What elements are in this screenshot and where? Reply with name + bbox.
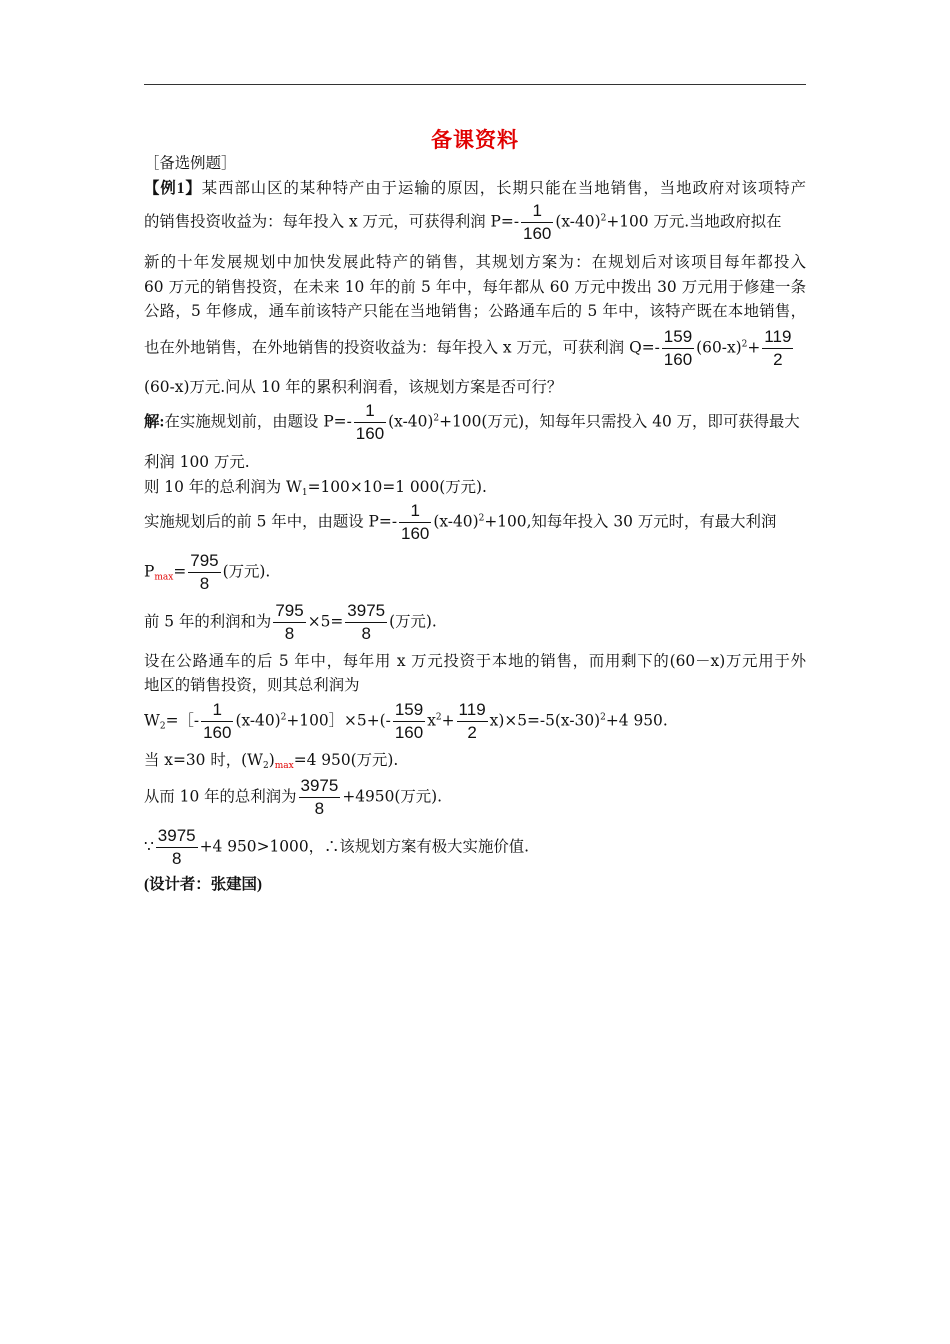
solution-line-1: 解:在实施规划前，由题设 P=- $\frac{1}{160}$ $(x-40)^2+100$(万元)，知每年只需投入 40 万，即可获得最大 bbox=[144, 401, 800, 443]
example-line-6: 也在外地销售，在外地销售的投资收益为：每年投入 x 万元，可获利润 Q=- $\frac{159}{160}$ $(60-x)^2+$ $\frac{119}{2}$ bbox=[144, 327, 792, 369]
fraction: $\frac{159}{160}$ bbox=[394, 700, 424, 742]
fraction: $\frac{1}{160}$ bbox=[401, 501, 430, 543]
example-line-1: 【例1】某西部山区的某种特产由于运输的原因，长期只能在当地销售，当地政府对该项特产 bbox=[144, 179, 806, 197]
fraction: $\frac{3975}{8}$ bbox=[300, 776, 339, 818]
solution-line-6: 前 5 年的利润和为 $\frac{795}{8}$ ×5= $\frac{3975}{8}$ (万元). bbox=[144, 601, 437, 643]
header-rule bbox=[144, 84, 806, 85]
solution-label: 解: bbox=[144, 413, 165, 431]
fraction: $\frac{795}{8}$ bbox=[275, 601, 304, 643]
example-line-5: 公路，5 年修成，通车前该特产只能在当地销售；公路通车后的 5 年中，该特产既在本地销售， bbox=[144, 302, 806, 320]
solution-line-4: 实施规划后的前 5 年中，由题设 P=- $\frac{1}{160}$ $(x-40)^2+100$,知每年投入 30 万元时，有最大利润 bbox=[144, 501, 777, 543]
fraction: $\frac{795}{8}$ bbox=[190, 551, 219, 593]
example-line-2: 的销售投资收益为：每年投入 x 万元，可获得利润 P=- $\frac{1}{160}$ $(x-40)^2+100$ 万元.当地政府拟在 bbox=[144, 201, 782, 243]
solution-line-8: 地区的销售投资，则其总利润为 bbox=[144, 676, 360, 694]
solution-line-11: 从而 10 年的总利润为 $\frac{3975}{8}$ +4950(万元). bbox=[144, 776, 443, 818]
solution-line-10: 当 x=30 时，$(W_2)_{max}=4$ 950(万元). bbox=[144, 751, 399, 771]
solution-line-5: $P_{max}=$ $\frac{795}{8}$ (万元). bbox=[144, 551, 271, 593]
example-line-7: (60-x)万元.问从 10 年的累积利润看，该规划方案是否可行？ bbox=[144, 378, 563, 396]
example-line-4: 60 万元的销售投资，在未来 10 年的前 5 年中，每年都从 60 万元中拨出 30 万元用于修建一条 bbox=[144, 278, 806, 296]
solution-line-12: ∵ $\frac{3975}{8}$ +4 950>1000，∴该规划方案有极大实施价值. bbox=[144, 826, 530, 868]
fraction: $\frac{1}{160}$ bbox=[523, 201, 552, 243]
designer-credit: (设计者：张建国) bbox=[144, 876, 262, 893]
fraction: $\frac{1}{160}$ bbox=[203, 700, 232, 742]
example-line-3: 新的十年发展规划中加快发展此特产的销售，其规划方案为：在规划后对该项目每年都投入 bbox=[144, 253, 806, 271]
solution-line-2: 利润 100 万元. bbox=[144, 453, 250, 471]
fraction: $\frac{159}{160}$ bbox=[663, 327, 693, 369]
solution-line-9: $W_2=[-$ $\frac{1}{160}$ $(x-40)^2+100]\times 5+(-$ $\frac{159}{160}$ $x^2+$ $\frac{119}{2}$ $x)\times 5=-5(x-30)^2+4$ 950. bbox=[144, 700, 668, 742]
fraction: $\frac{1}{160}$ bbox=[355, 401, 385, 443]
solution-line-7: 设在公路通车的后 5 年中，每年用 x 万元投资于本地的销售，而用剩下的(60－x)万元用于外 bbox=[144, 652, 806, 670]
page-title: 备课资料 bbox=[431, 127, 519, 152]
section-label: ［备选例题］ bbox=[144, 154, 237, 172]
solution-line-3: 则 10 年的总利润为 $W_1=100\times 10=1$ 000(万元). bbox=[144, 478, 487, 498]
fraction: $\frac{3975}{8}$ bbox=[347, 601, 386, 643]
example-label: 【例1】 bbox=[144, 180, 202, 197]
fraction: $\frac{3975}{8}$ bbox=[157, 826, 196, 868]
fraction: $\frac{119}{2}$ bbox=[764, 327, 792, 369]
fraction: $\frac{119}{2}$ bbox=[458, 700, 486, 742]
